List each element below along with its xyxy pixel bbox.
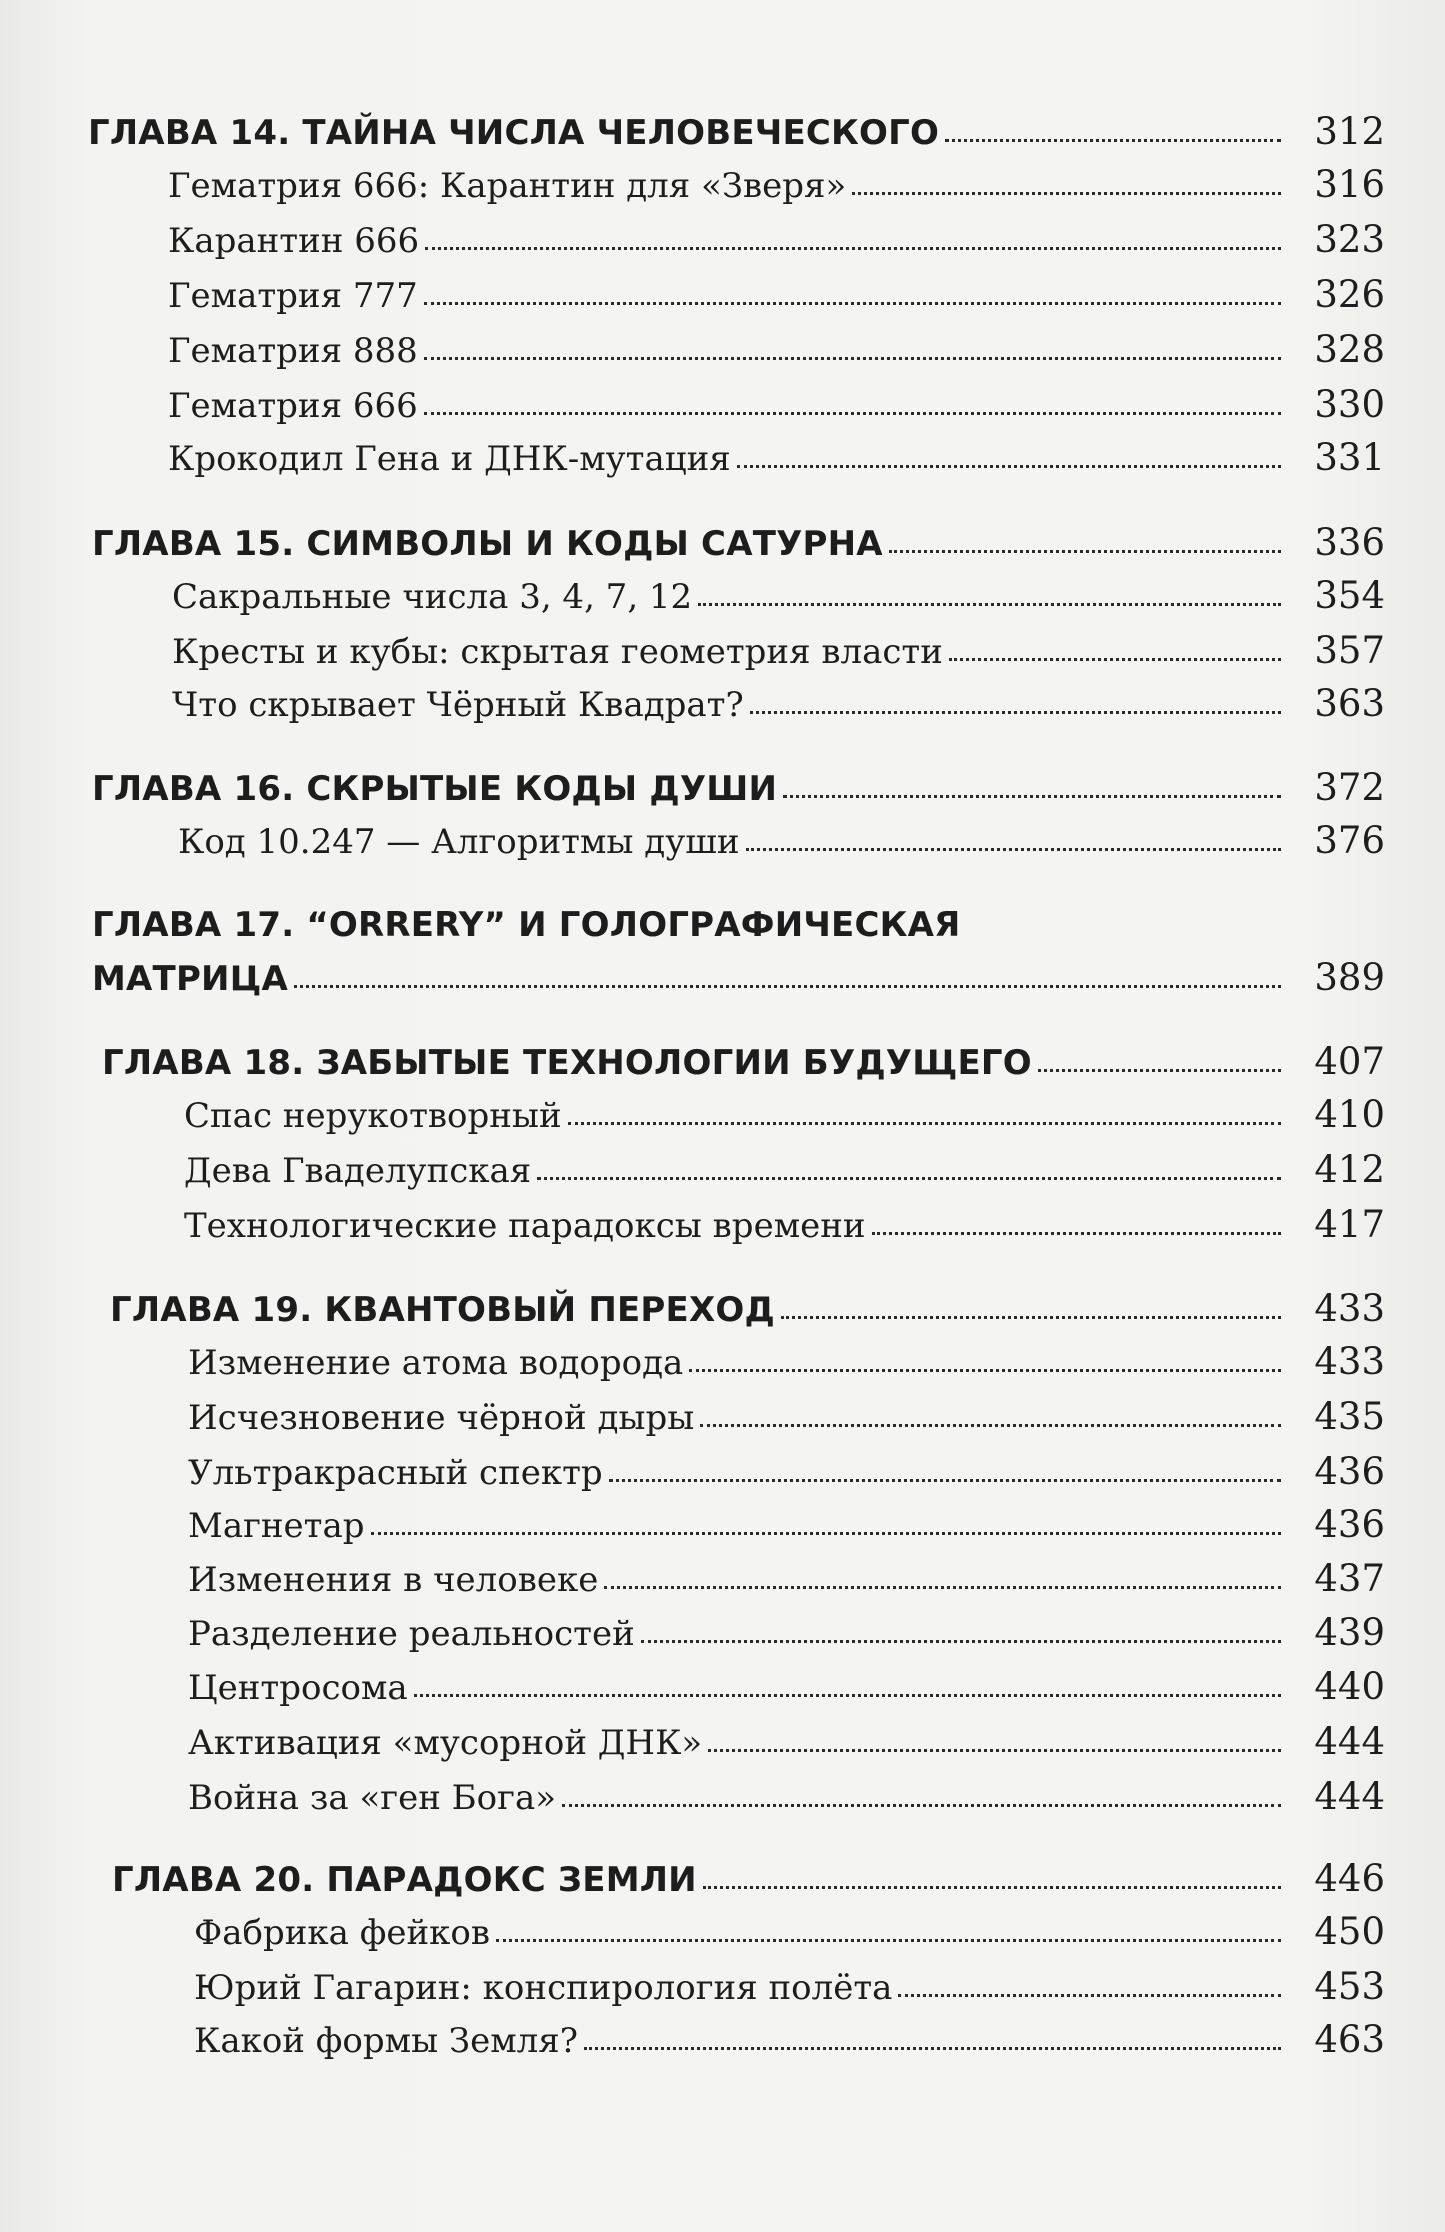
toc-page-number: 357 (1314, 629, 1385, 672)
toc-page-number: 412 (1314, 1148, 1385, 1191)
toc-chapter-entry (0, 509, 1385, 564)
toc-section-entry (0, 1328, 1385, 1383)
toc-entry-title: ГЛАВА 15. СИМВОЛЫ И КОДЫ САТУРНА (92, 524, 883, 564)
toc-section-entry (0, 617, 1385, 672)
toc-page-number: 444 (1314, 1720, 1385, 1763)
dot-leader (414, 1694, 1281, 1697)
toc-entry-title: Исчезновение чёрной дыры (188, 1398, 695, 1438)
toc-entry-title: ГЛАВА 14. ТАЙНА ЧИСЛА ЧЕЛОВЕЧЕСКОГО (88, 113, 940, 153)
toc-entry-title: Какой формы Земля? (194, 2021, 578, 2061)
toc-entry-title: Изменения в человеке (188, 1560, 599, 1600)
toc-entry-title: Кресты и кубы: скрытая геометрия власти (172, 632, 943, 672)
toc-page-number: 446 (1314, 1857, 1385, 1900)
toc-section-entry (0, 562, 1385, 617)
toc-section-entry (0, 807, 1385, 862)
toc-entry-title: Магнетар (188, 1506, 365, 1546)
dot-leader (750, 711, 1281, 714)
toc-section-entry (0, 316, 1385, 371)
toc-entry-title: Сакральные числа 3, 4, 7, 12 (172, 577, 693, 617)
dot-leader (703, 1886, 1281, 1889)
toc-page-number: 354 (1314, 574, 1385, 617)
dot-leader (609, 1479, 1281, 1482)
toc-entry-title: Война за «ген Бога» (188, 1778, 557, 1818)
toc-section-entry (0, 206, 1385, 261)
toc-page-number: 435 (1314, 1395, 1385, 1438)
dot-leader (700, 1424, 1281, 1427)
dot-leader (496, 1939, 1281, 1942)
toc-section-entry (0, 1953, 1385, 2008)
toc-section-entry (0, 1708, 1385, 1763)
toc-page-number: 323 (1314, 218, 1385, 261)
toc-entry-title: Гематрия 888 (168, 331, 418, 371)
toc-page-number: 363 (1314, 682, 1385, 725)
toc-section-entry (0, 1081, 1385, 1136)
dot-leader (562, 1804, 1281, 1807)
dot-leader (889, 550, 1281, 553)
toc-page-number: 376 (1314, 819, 1385, 862)
toc-chapter-entry (0, 890, 1385, 945)
toc-entry-title: Юрий Гагарин: конспирология полёта (194, 1968, 893, 2008)
toc-entry-title: МАТРИЦА (92, 959, 288, 999)
toc-page-number: 444 (1314, 1775, 1385, 1818)
dot-leader (424, 412, 1281, 415)
toc-entry-title: ГЛАВА 18. ЗАБЫТЫЕ ТЕХНОЛОГИИ БУДУЩЕГО (102, 1043, 1032, 1083)
toc-section-entry (0, 1763, 1385, 1818)
toc-section-entry (0, 1898, 1385, 1953)
dot-leader (424, 302, 1281, 305)
toc-section-entry (0, 424, 1385, 479)
toc-entry-title: Фабрика фейков (194, 1913, 490, 1953)
toc-entry-title: Гематрия 777 (168, 276, 418, 316)
dot-leader (945, 139, 1281, 142)
dot-leader (568, 1122, 1281, 1125)
toc-entry-title: Центросома (188, 1668, 408, 1708)
dot-leader (898, 1994, 1281, 1997)
toc-section-entry (0, 151, 1385, 206)
dot-leader (872, 1232, 1281, 1235)
dot-leader (737, 465, 1281, 468)
dot-leader (746, 848, 1282, 851)
toc-page-number: 410 (1314, 1093, 1385, 1136)
toc-entry-title: Крокодил Гена и ДНК-мутация (168, 439, 731, 479)
toc-entry-title: Гематрия 666 (168, 386, 418, 426)
dot-leader (584, 2047, 1281, 2050)
toc-page-number: 450 (1314, 1910, 1385, 1953)
toc-section-entry (0, 1545, 1385, 1600)
toc-chapter-entry (0, 754, 1385, 809)
dot-leader (781, 1316, 1281, 1319)
dot-leader (641, 1640, 1281, 1643)
toc-entry-title: Активация «мусорной ДНК» (188, 1723, 703, 1763)
toc-page-number: 326 (1314, 273, 1385, 316)
toc-section-entry (0, 1599, 1385, 1654)
dot-leader (689, 1369, 1281, 1372)
toc-entry-title: Разделение реальностей (188, 1614, 635, 1654)
toc-page-number: 436 (1314, 1450, 1385, 1493)
toc-entry-title: Изменение атома водорода (188, 1343, 684, 1383)
dot-leader (604, 1586, 1281, 1589)
toc-page-number: 463 (1314, 2018, 1385, 2061)
toc-entry-title: Карантин 666 (168, 221, 420, 261)
toc-entry-title: ГЛАВА 20. ПАРАДОКС ЗЕМЛИ (112, 1860, 697, 1900)
toc-page-number: 440 (1314, 1665, 1385, 1708)
toc-entry-title: ГЛАВА 19. КВАНТОВЫЙ ПЕРЕХОД (110, 1290, 775, 1330)
dot-leader (949, 658, 1281, 661)
toc-page-number: 336 (1314, 521, 1385, 564)
toc-section-entry (0, 2006, 1385, 2061)
toc-section-entry (0, 371, 1385, 426)
toc-page-number: 417 (1314, 1203, 1385, 1246)
toc-section-entry (0, 1383, 1385, 1438)
toc-page-number: 372 (1314, 766, 1385, 809)
toc-page-number: 389 (1314, 956, 1385, 999)
toc-entry-title: Технологические парадоксы времени (184, 1206, 866, 1246)
dot-leader (294, 985, 1281, 988)
toc-section-entry (0, 1653, 1385, 1708)
dot-leader (783, 795, 1281, 798)
toc-entry-title: ГЛАВА 17. “ORRERY” И ГОЛОГРАФИЧЕСКАЯ (92, 905, 961, 945)
toc-page-number: 433 (1314, 1340, 1385, 1383)
toc-chapter-entry (0, 98, 1385, 153)
toc-chapter-entry (0, 1028, 1385, 1083)
toc-page-number: 436 (1314, 1503, 1385, 1546)
toc-page-number: 439 (1314, 1611, 1385, 1654)
dot-leader (537, 1177, 1281, 1180)
dot-leader (852, 192, 1281, 195)
toc-section-entry (0, 1136, 1385, 1191)
toc-section-entry (0, 1438, 1385, 1493)
toc-section-entry (0, 261, 1385, 316)
toc-chapter-entry (0, 1275, 1385, 1330)
toc-entry-title: Код 10.247 — Алгоритмы души (178, 822, 740, 862)
toc-entry-title: Что скрывает Чёрный Квадрат? (172, 685, 744, 725)
toc-page-number: 330 (1314, 383, 1385, 426)
dot-leader (708, 1749, 1281, 1752)
toc-page-number: 407 (1314, 1040, 1385, 1083)
toc-section-entry (0, 1191, 1385, 1246)
dot-leader (371, 1532, 1281, 1535)
toc-chapter-entry (0, 1845, 1385, 1900)
toc-page-number: 437 (1314, 1557, 1385, 1600)
toc-entry-title: Ультракрасный спектр (188, 1453, 603, 1493)
toc-entry-title: ГЛАВА 16. СКРЫТЫЕ КОДЫ ДУШИ (92, 769, 778, 809)
toc-page-number: 328 (1314, 328, 1385, 371)
dot-leader (1038, 1069, 1281, 1072)
toc-page-number: 316 (1314, 163, 1385, 206)
toc-page-number: 453 (1314, 1965, 1385, 2008)
toc-section-entry (0, 1491, 1385, 1546)
toc-page-number: 312 (1314, 110, 1385, 153)
toc-page-number: 331 (1314, 436, 1385, 479)
dot-leader (424, 357, 1281, 360)
toc-page-number: 433 (1314, 1287, 1385, 1330)
toc-entry-title: Дева Гваделупская (184, 1151, 532, 1191)
dot-leader (425, 247, 1281, 250)
dot-leader (698, 603, 1281, 606)
toc-section-entry (0, 670, 1385, 725)
toc-entry-title: Гематрия 666: Карантин для «Зверя» (168, 166, 847, 206)
toc-chapter-entry (0, 944, 1385, 999)
toc-entry-title: Спас нерукотворный (184, 1096, 562, 1136)
